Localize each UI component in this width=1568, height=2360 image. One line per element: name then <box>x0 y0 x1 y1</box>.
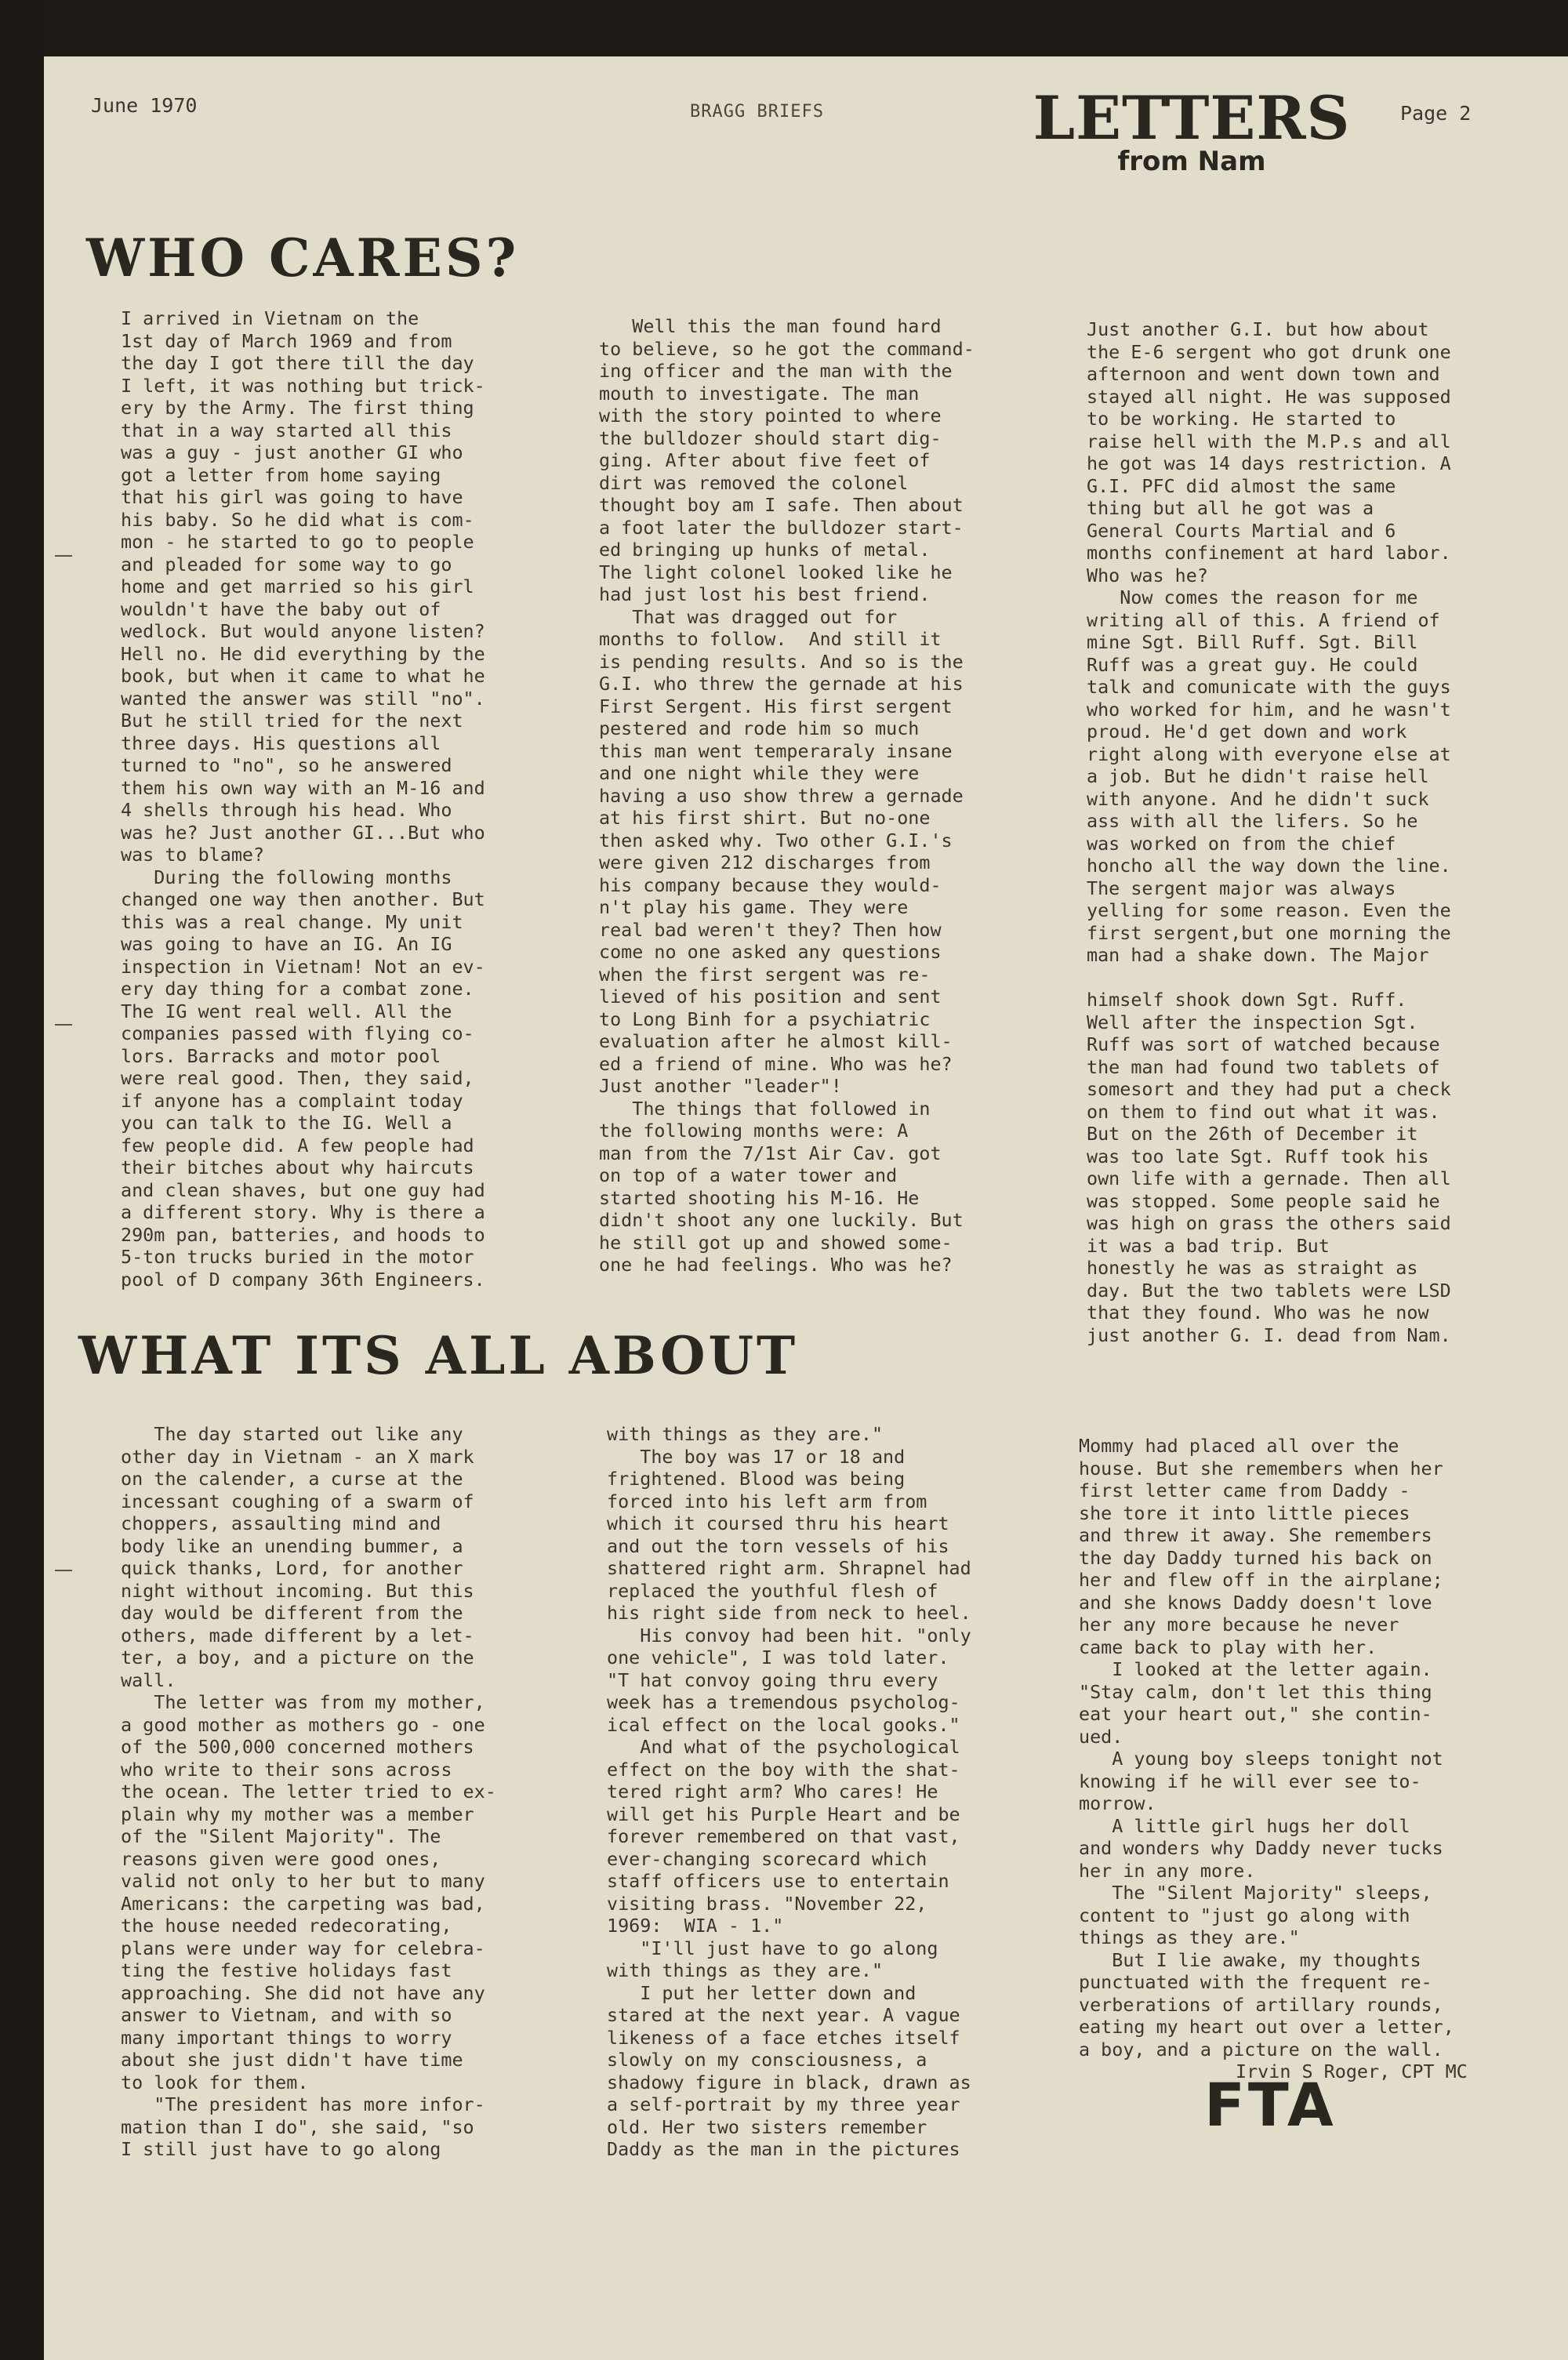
publication-name: BRAGG BRIEFS <box>690 102 824 122</box>
article-2-column-3-text: Mommy had placed all over the house. But she remembers when her first letter came from Daddy - she tore it into little pieces and threw it away. She remembers the day Daddy turned his back on her and flew off in the airplane; and she knows Daddy doesn't love her any more because he never came back to play with her. I looked at the letter again. "Stay calm, don't let this thing eat your heart out," she contin- ued. A young boy sleeps tonight not knowing if he will ever see to- morrow. A little girl hugs her doll and wonders why Daddy never tucks her in any more. The "Silent Majority" sleeps, content to "just go along with things as they are." But I lie awake, my thoughts punctuated with the frequent re- verberations of artillary rounds, eating my heart out over a letter, a boy, and a picture on the wall. <box>1079 1435 1454 2060</box>
margin-mark <box>55 1570 72 1571</box>
margin-mark <box>55 555 72 557</box>
article-2-column-1: The day started out like any other day in Vietnam - an X mark on the calender, a curse at the incessant coughing of a swarm of choppers, assaulting mind and body like an unending bummer, a quick thanks, Lord, for another night without incoming. But this day would be different from the others, made different by a let- ter, a boy, and a picture on the wall. The letter was from my mother, a good mother as mothers go - one of the 500,000 concerned mothers who write to their sons across the ocean. The letter tried to ex- plain why my mother was a member of the "Silent Majority". The reasons given were good ones, valid not only to her but to many Americans: the carpeting was bad, the house needed redecorating, plans were under way for celebra- ting the festive holidays fast approaching. She did not have any answer to Vietnam, and with so many important things to worry about she just didn't have time to look for them. "The president has more infor- mation than I do", she said, "so I still just have to go along <box>121 1423 496 2160</box>
article-2-headline: WHAT ITS ALL ABOUT <box>78 1325 799 1386</box>
section-masthead <box>996 83 1388 177</box>
page-number: Page 2 <box>1400 102 1472 125</box>
article-1-headline: WHO CARES? <box>86 227 520 289</box>
section-subtitle: from Nam <box>1117 146 1266 177</box>
margin-mark <box>55 1024 72 1026</box>
article-2-column-3 <box>1079 1435 1468 2083</box>
article-2-column-2: with things as they are." The boy was 17 or 18 and frightened. Blood was being forced into his left arm from which it coursed thru his heart and out the torn vessels of his shattered right arm. Shrapnel had replaced the youthful flesh of his right side from neck to heel. His convoy had been hit. "only one vehicle", I was told later. "T hat convoy going thru every week has a tremendous psycholog- ical effect on the local gooks." And what of the psychological effect on the boy with the shat- tered right arm? Who cares! He will get his Purple Heart and be forever remembered on that vast, ever-changing scorecard which staff officers use to entertain visiting brass. "November 22, 1969: WIA - 1." "I'll just have to go along with things as they are." I put her letter down and stared at the next year. A vague likeness of a face etches itself slowly on my consciousness, a shadowy figure in black, drawn as a self-portrait by my three year old. Her two sisters remember Daddy as the man in the pictures <box>607 1423 971 2160</box>
issue-date: June 1970 <box>91 94 198 117</box>
scan-border-top <box>0 0 1568 56</box>
section-title: LETTERS <box>1033 83 1351 153</box>
article-1-column-2: Well this the man found hard to believe, so he got the command- ing officer and the man with the mouth to investigate. The man with the story pointed to where the bulldozer should start dig- ging. After about five feet of dirt was removed the colonel thought boy am I safe. Then about a foot later the bulldozer start- ed bringing up hunks of metal. The light colonel looked like he had just lost his best friend. That was dragged out for months to follow. And still it is pending results. And so is the G.I. who threw the gernade at his First Sergent. His first sergent pestered and rode him so much this man went temperaraly insane and one night while they were having a uso show threw a gernade at his first shirt. But no-one then asked why. Two other G.I.'s were given 212 discharges from his company because they would- n't play his game. They were real bad weren't they? Then how come no one asked any questions when the first sergent was re- lieved of his position and sent to Long Binh for a psychiatric evaluation after he almost kill- ed a friend of mine. Who was he? Just another "leader"! The things that followed in the following months were: A man from the 7/1st Air Cav. got on top of a water tower and started shooting his M-16. He didn't shoot any one luckily. But he still got up and showed some- one he had feelings. Who was he? <box>599 315 975 1276</box>
article-1-column-1: I arrived in Vietnam on the 1st day of March 1969 and from the day I got there till the day I left, it was nothing but trick- ery by the Army. The first thing that in a way started all this was a guy - just another GI who got a letter from home saying that his girl was going to have his baby. So he did what is com- mon - he started to go to people and pleaded for some way to go home and get married so his girl wouldn't have the baby out of wedlock. But would anyone listen? Hell no. He did everything by the book, but when it came to what he wanted the answer was still "no". But he still tried for the next three days. His questions all turned to "no", so he answered them his own way with an M-16 and 4 shells through his head. Who was he? Just another GI...But who was to blame? During the following months changed one way then another. But this was a real change. My unit was going to have an IG. An IG inspection in Vietnam! Not an ev- ery day thing for a combat zone. The IG went real well. All the companies passed with flying co- lors. Barracks and motor pool were real good. Then, they said, if anyone has a complaint today you can talk to the IG. Well a few people did. A few people had their bitches about why haircuts and clean shaves, but one guy had a different story. Why is there a 290m pan, batteries, and hoods to 5-ton trucks buried in the motor pool of D company 36th Engineers. <box>121 307 485 1291</box>
author-signature: Irvin S Roger, CPT MC <box>1236 2060 1468 2082</box>
scan-border-left <box>0 0 44 2360</box>
fta-stamp: FTA <box>1204 2070 1337 2140</box>
article-1-column-3: Just another G.I. but how about the E-6 sergent who got drunk one afternoon and went down town and stayed all night. He was supposed to be working. He started to raise hell with the M.P.s and all he got was 14 days restriction. A G.I. PFC did almost the same thing but all he got was a General Courts Martial and 6 months confinement at hard labor. Who was he? Now comes the reason for me writing all of this. A friend of mine Sgt. Bill Ruff. Sgt. Bill Ruff was a great guy. He could talk and comunicate with the guys who worked for him, and he wasn't proud. He'd get down and work right along with everyone else at a job. But he didn't raise hell with anyone. And he didn't suck ass with all the lifers. So he was worked on from the chief honcho all the way down the line. The sergent major was always yelling for some reason. Even the first sergent,but one morning the man had a shake down. The Major himself shook down Sgt. Ruff. Well after the inspection Sgt. Ruff was sort of watched because the man had found two tablets of somesort and they had put a check on them to find out what it was. But on the 26th of December it was too late Sgt. Ruff took his own life with a gernade. Then all was stopped. Some people said he was high on grass the others said it was a bad trip. But honestly he was as straight as day. But the two tablets were LSD that they found. Who was he now just another G. I. dead from Nam. <box>1087 318 1451 1346</box>
